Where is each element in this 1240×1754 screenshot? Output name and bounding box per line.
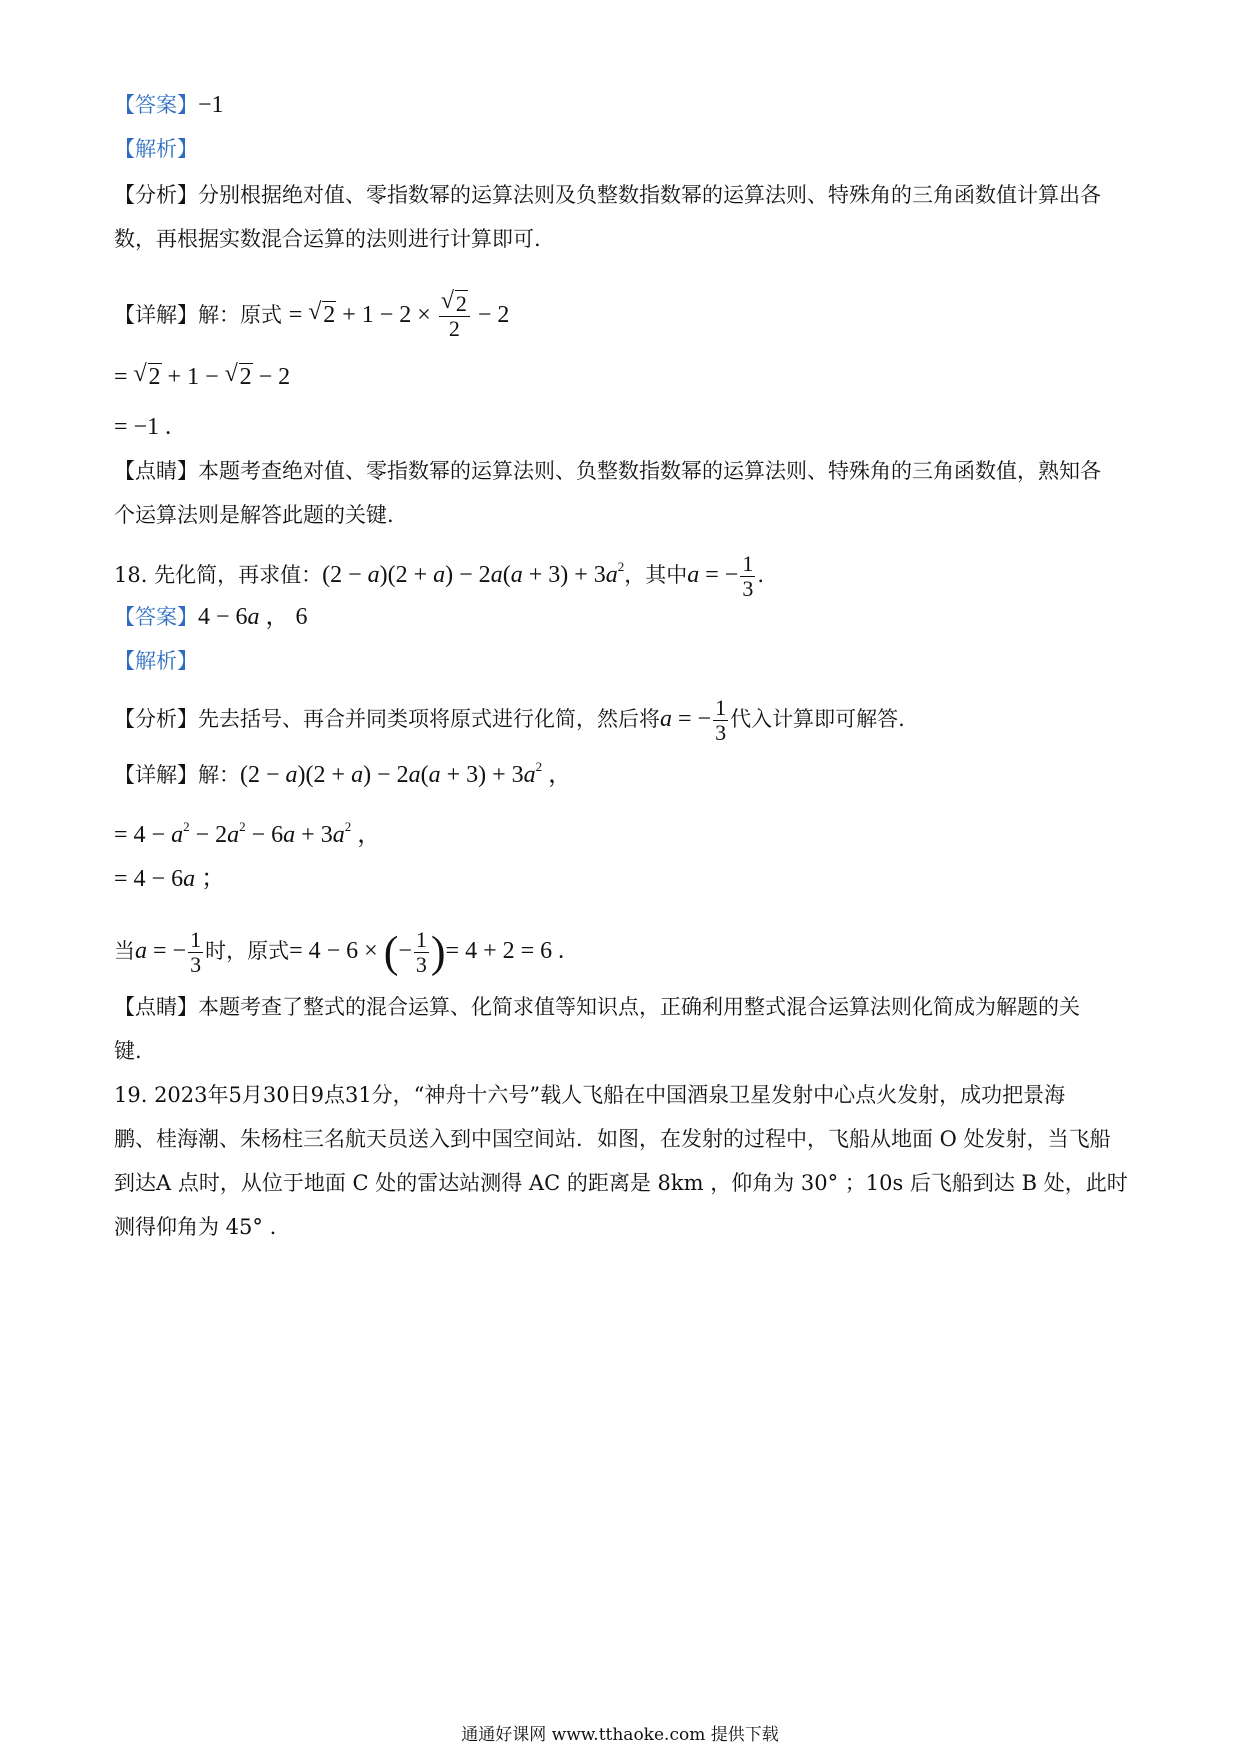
xiangjie-18-line2: [114, 812, 1134, 850]
xiangjie-17-line3: [114, 412, 1134, 442]
dianjing-text: 本题考查绝对值、零指数幂的运算法则、负整数指数幂的运算法则、特殊角的三角函数值，熟知各: [198, 459, 1101, 483]
footer-credit: 通通好课网 www.tthaoke.com 提供下载: [461, 1725, 779, 1745]
math-expression: = 4 − 6 × (− $\frac{1}{3}$ ): [289, 927, 446, 977]
question-text: 先化简，再求值：: [154, 563, 323, 588]
fenxi-text: 数，再根据实数混合运算的法则进行计算即可.: [114, 227, 541, 251]
fenxi-17-line1: [114, 180, 1134, 210]
fenxi-text: 分别根据绝对值、零指数幂的运算法则及负整数指数幂的运算法则、特殊角的三角函数值计算出各: [198, 183, 1101, 207]
question-number: 18.: [114, 563, 148, 588]
dianjing-tag: 【点睛】: [114, 459, 198, 483]
math-expression: $(2 - a)(2 + a) - 2a(a + 3) + 3a^2$ ，: [240, 759, 573, 788]
dianjing-17-line2: [114, 500, 1134, 530]
question-text: 19. 2023年5月30日9点31分，“神舟十六号”载人飞船在中国酒泉卫星发射中心点火发射，成功把景海: [114, 1083, 1066, 1107]
math-expression: = −1 .: [114, 414, 172, 440]
jiexi-18: [114, 646, 1134, 676]
dianjing-text: 本题考查了整式的混合运算、化简求值等知识点，正确利用整式混合运算法则化简成为解题的关: [198, 995, 1080, 1019]
answer-tag: 【答案】: [114, 605, 198, 629]
answer-17: [114, 90, 1134, 120]
dianjing-18-line2: [114, 1036, 1134, 1066]
xiangjie-prefix: 解：: [198, 763, 240, 787]
fenxi-text: 先去括号、再合并同类项将原式进行化简，然后将: [198, 707, 660, 732]
fenxi-17-line2: [114, 224, 1134, 254]
question-19-line4: [114, 1212, 1134, 1242]
fenxi-tag: 【分析】: [114, 707, 198, 732]
question-cond: ，其中: [624, 563, 688, 588]
answer-tag: 【答案】: [114, 93, 198, 117]
xiangjie-when-mid: 时，原式: [205, 939, 290, 964]
fenxi-18: [114, 696, 1134, 745]
math-expression: = √ 2 + 1 − √ 2 − 2: [114, 364, 290, 390]
math-expression: a = − $\frac{1}{3}$: [687, 551, 754, 601]
xiangjie-tag: 【详解】: [114, 303, 198, 328]
question-text: 鹏、桂海潮、朱杨柱三名航天员送入到中国空间站．如图，在发射的过程中，飞船从地面 O 处发射，当飞船: [114, 1127, 1111, 1151]
dianjing-17-line1: [114, 456, 1134, 486]
math-expression: $(2 - a)(2 + a) - 2a(a + 3) + 3a^2$: [322, 559, 625, 589]
math-result: = 4 + 2 = 6 .: [445, 938, 565, 965]
jiexi-tag: 【解析】: [114, 649, 198, 673]
answer-18: [114, 602, 1134, 632]
jiexi-tag: 【解析】: [114, 137, 198, 161]
dianjing-18-line1: [114, 992, 1134, 1022]
math-expression: a = − $\frac{1}{3}$: [135, 927, 202, 977]
math-expression: = √ 2 + 1 − 2 × √ $\frac{2}{2}$ − 2: [289, 302, 510, 328]
xiangjie-when: 当: [114, 939, 135, 964]
fenxi-tag: 【分析】: [114, 183, 198, 207]
answer-value: 4 − 6a ， 6: [198, 604, 308, 630]
dianjing-text: 键.: [114, 1039, 142, 1063]
question-19-line2: [114, 1124, 1134, 1154]
math-expression: a = − $\frac{1}{3}$: [660, 695, 727, 745]
xiangjie-17-line1: [114, 292, 1134, 341]
answer-value: −1: [198, 92, 224, 118]
xiangjie-18-line4: [114, 928, 1134, 977]
xiangjie-17-line2: [114, 362, 1134, 392]
question-19-line1: [114, 1080, 1134, 1110]
question-text: 测得仰角为 45° .: [114, 1215, 277, 1239]
xiangjie-tag: 【详解】: [114, 763, 198, 787]
math-expression: = 4 − 6a ；: [114, 866, 226, 892]
question-19-line3: [114, 1168, 1134, 1198]
math-expression: = $4 - a^2 - 2a^2 - 6a + 3a^2$ ，: [114, 819, 382, 848]
xiangjie-18-line1: [114, 752, 1134, 790]
jiexi-17: [114, 134, 1134, 164]
fenxi-text: 代入计算即可解答.: [730, 707, 905, 732]
question-18: 18. 先化简，再求值：$(2 - a)(2 + a) - 2a(a + 3) + 3a^2$，其中a = − $\frac{1}{3}$ .: [114, 551, 765, 601]
question-text: 到达A 点时，从位于地面 C 处的雷达站测得 AC 的距离是 8km ，仰角为 30° ；10s 后飞船到达 B 处，此时: [114, 1171, 1128, 1195]
dianjing-tag: 【点睛】: [114, 995, 198, 1019]
dianjing-text: 个运算法则是解答此题的关键.: [114, 503, 394, 527]
xiangjie-18-line3: [114, 864, 1134, 894]
xiangjie-prefix: 解：原式: [198, 303, 282, 328]
